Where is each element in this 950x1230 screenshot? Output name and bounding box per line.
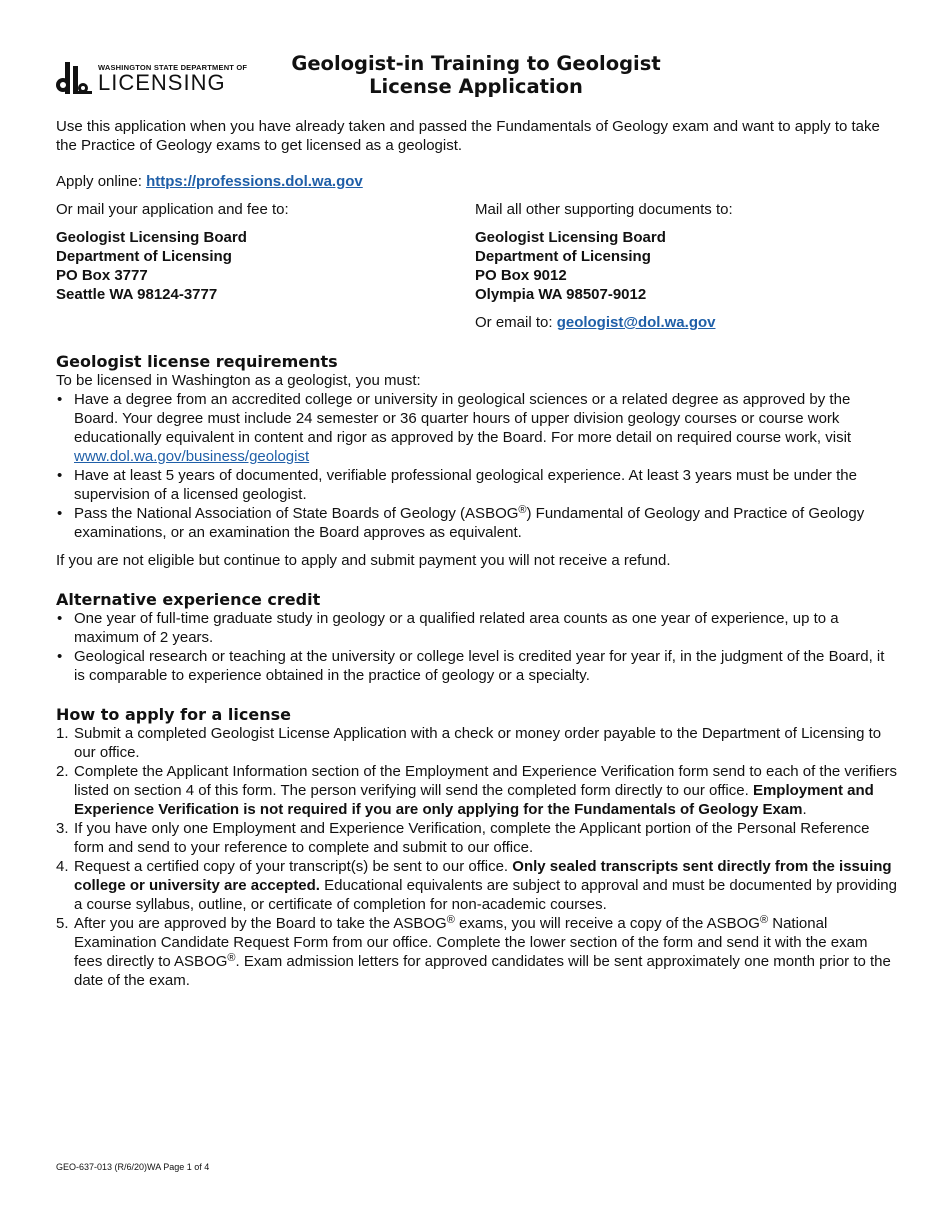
address-line: Seattle WA 98124-3777 xyxy=(56,286,218,303)
refund-note: If you are not eligible but continue to apply and submit payment you will not receive a refund. xyxy=(56,552,671,569)
mail-fee-column xyxy=(56,200,475,332)
logo-big-text: LICENSING xyxy=(98,70,226,95)
requirements-lead: To be licensed in Washington as a geologist, you must: xyxy=(56,372,421,389)
list-item: • Have a degree from an accredited college or university in geological sciences or a related degree as approved by the Board. Your degree must include 24 semester or 36 quarter hours of upper division geology courses or course work educationally equivalent in content and rigor as approved by the Board. For more detail on required course work, visit www.dol.wa.gov/business/geologist xyxy=(56,390,898,466)
email-link[interactable]: geologist@dol.wa.gov xyxy=(556,314,716,331)
how-to-steps xyxy=(56,724,898,990)
alternative-list xyxy=(56,609,898,685)
dol-logo xyxy=(56,62,247,94)
registered-mark: ® xyxy=(518,504,527,516)
address-line: PO Box 9012 xyxy=(475,267,567,284)
apply-online-label: Apply online: xyxy=(56,173,147,190)
logo-small-text: WASHINGTON STATE DEPARTMENT OF xyxy=(98,63,248,72)
alternative-heading: Alternative experience credit xyxy=(56,590,321,609)
title-line-1: Geologist-in Training to Geologist xyxy=(291,52,661,75)
address-line: Department of Licensing xyxy=(475,248,651,265)
geologist-info-link[interactable]: www.dol.wa.gov/business/geologist xyxy=(74,448,310,465)
apply-online xyxy=(56,172,898,191)
mail-docs-address xyxy=(475,228,894,304)
address-line: Department of Licensing xyxy=(56,248,232,265)
requirements-heading: Geologist license requirements xyxy=(56,352,338,371)
list-item: • Pass the National Association of State Boards of Geology (ASBOG®) Fundamental of Geology and Practice of Geology examinations, or an examination the Board approves as equivalent. xyxy=(56,504,898,542)
requirements-list xyxy=(56,390,898,542)
list-item: 2. Complete the Applicant Information section of the Employment and Experience Verification form send to each of the verifiers listed on section 4 of this form. The person verifying will send the completed form directly to our office. Employment and Experience Verification is not required if you are only applying for the Fundamentals of Geology Exam. xyxy=(56,763,897,818)
address-line: Olympia WA 98507-9012 xyxy=(475,286,647,303)
apply-online-link[interactable]: https://professions.dol.wa.gov xyxy=(146,173,363,190)
mailing-addresses xyxy=(56,200,898,332)
list-item: 5. After you are approved by the Board to take the ASBOG® exams, you will receive a copy of the ASBOG® National Examination Candidate Request Form from our office. Complete the lower section of the form and send it with the exam fees directly to ASBOG®. Exam admission letters for approved candidates will be sent approximately one month prior to the date of the exam. xyxy=(56,914,891,989)
list-item: • Have at least 5 years of documented, verifiable professional geological experience. At least 3 years must be under the supervision of a licensed geologist. xyxy=(56,466,898,504)
dol-logo-icon xyxy=(56,62,92,94)
list-item: 1. Submit a completed Geologist License Application with a check or money order payable to the Department of Licensing to our office. xyxy=(56,725,882,761)
mail-docs-column xyxy=(475,200,894,332)
email-line xyxy=(475,313,894,332)
mail-fee-heading: Or mail your application and fee to: xyxy=(56,201,289,218)
list-item: 4. Request a certified copy of your transcript(s) be sent to our office. Only sealed transcripts sent directly from the issuing college or university are accepted. Educational equivalents are subject to approval and must be documented by providing a course syllabus, outline, or certificate of completion for non-academic courses. xyxy=(56,858,897,913)
page-title xyxy=(261,52,691,98)
address-line: Geologist Licensing Board xyxy=(475,229,666,246)
header xyxy=(56,52,898,102)
how-to-heading: How to apply for a license xyxy=(56,705,291,724)
address-line: PO Box 3777 xyxy=(56,267,148,284)
intro-paragraph: Use this application when you have already taken and passed the Fundamentals of Geology exam and want to apply to take the Practice of Geology exams to get licensed as a geologist. xyxy=(56,118,880,154)
registered-mark: ® xyxy=(759,914,769,926)
mail-fee-address xyxy=(56,228,475,304)
document-page xyxy=(56,52,898,990)
address-line: Geologist Licensing Board xyxy=(56,229,247,246)
registered-mark: ® xyxy=(446,914,455,926)
title-line-2: License Application xyxy=(369,75,583,98)
email-label: Or email to: xyxy=(475,314,557,331)
mail-docs-heading: Mail all other supporting documents to: xyxy=(475,201,733,218)
list-item: • Geological research or teaching at the university or college level is credited year for year if, in the judgment of the Board, it is comparable to experience obtained in the practice of geology or a specialty. xyxy=(56,647,898,685)
registered-mark: ® xyxy=(227,952,236,964)
list-item: 3. If you have only one Employment and Experience Verification, complete the Applicant portion of the Personal Reference form and send to your reference to complete and submit to our office. xyxy=(56,820,870,856)
list-item: • One year of full-time graduate study in geology or a qualified related area counts as one year of experience, up to a maximum of 2 years. xyxy=(56,609,898,647)
page-footer: GEO-637-013 (R/6/20)WA Page 1 of 4 xyxy=(56,1162,210,1172)
